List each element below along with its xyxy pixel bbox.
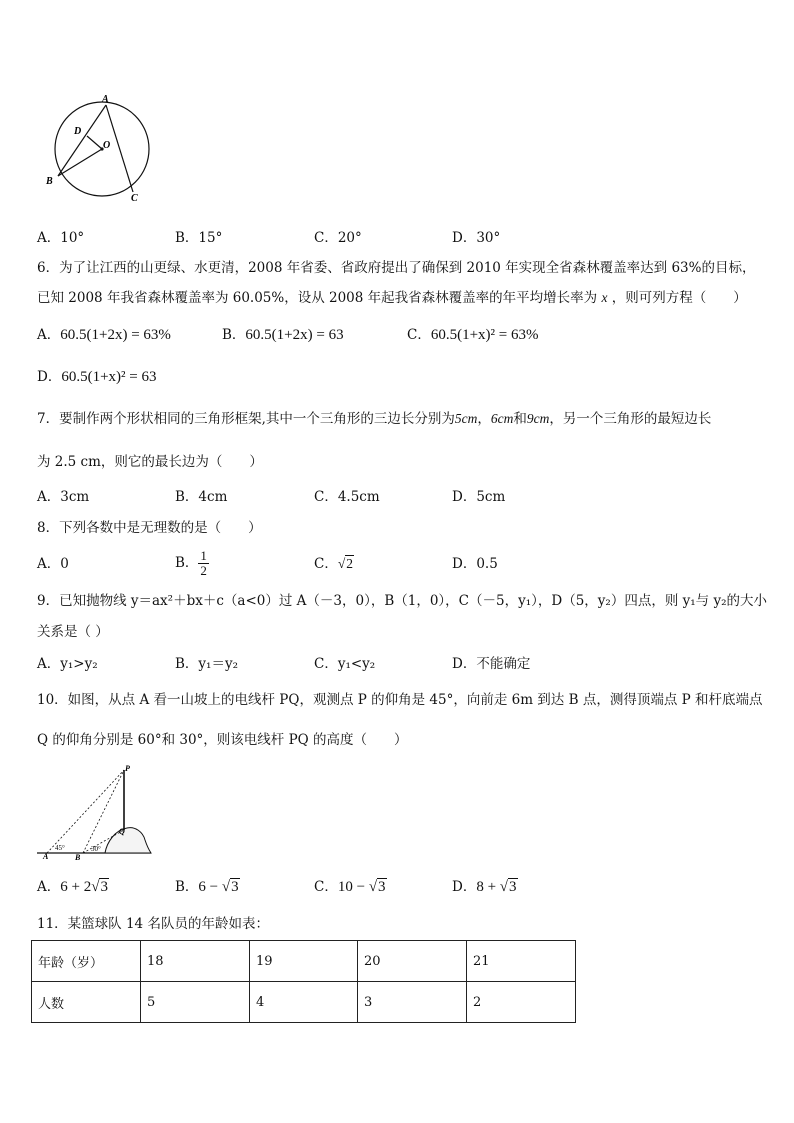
q10-option-a-sqrt: √3 [91,879,108,895]
q6-stem-end: ，则可列方程（ ） [611,290,747,306]
q6-stem-line1: 6．为了让江西的山更绿、水更清，2008 年省委、省政府提出了确保到 2010 年实现全省森林覆盖率达到 63%的目标， [37,260,756,276]
table-cell: 18 [141,941,250,982]
q6-option-d-label: D． [37,369,62,385]
q10-option-c-radicand: 3 [378,879,386,895]
q6-option-d-expr: 60.5(1+x)² = 63 [61,369,157,385]
q7-stem-line2: 为 2.5 cm，则它的最长边为（ ） [37,454,263,470]
q9-stem-line1: 9．已知抛物线 y＝ax²＋bx＋c（a<0）过 A（－3，0），B（1，0），C（－5，y₁），D（5，y₂）四点，则 y₁与 y₂的大小 [37,593,767,609]
q7-separator: ， [477,411,491,427]
table-cell: 5 [141,982,250,1023]
q9-stem-line2: 关系是（ ） [37,624,109,640]
q5-option-b: B．15° [175,230,223,246]
pole-figure [35,762,155,862]
q6-option-a [37,326,171,344]
q9-option-c: C．y₁<y₂ [314,656,376,672]
q10-option-c [314,878,387,896]
q8-sqrt-radicand: 2 [346,556,354,571]
q7-and: 和 [513,411,527,427]
q10-option-b-label: B． [175,879,199,895]
q6-option-c [407,326,539,344]
q10-option-b-sqrt: √3 [221,879,239,895]
table-row [32,982,576,1023]
table-cell: 人数 [32,982,141,1023]
q8-fraction-numerator: 1 [200,548,207,563]
label-b: B [46,176,53,187]
segment-do [87,136,102,149]
angle-45-label: 45° [55,844,65,852]
q8-option-d: D．0.5 [452,556,498,572]
q10-option-d-pre: 8 + [476,879,500,895]
q10-option-d-label: D． [452,879,477,895]
q8-fraction-denominator: 2 [200,563,207,578]
q8-option-c-label: C． [314,556,338,572]
q10-option-b-pre: 6 − [198,879,222,895]
q9-option-b: B．y₁＝y₂ [175,656,238,672]
q10-option-c-label: C． [314,879,338,895]
q6-option-a-label: A． [37,327,61,343]
table-cell: 3 [358,982,467,1023]
q10-option-a [37,878,109,896]
q9-option-d: D．不能确定 [452,656,531,672]
table-cell: 4 [250,982,358,1023]
q10-option-b [175,878,240,896]
q10-option-a-label: A． [37,879,61,895]
label-d: D [74,126,82,137]
table-cell: 19 [250,941,358,982]
q10-option-a-radicand: 3 [100,879,108,895]
segment-bo [58,149,102,176]
q10-option-d-sqrt: √3 [499,879,517,895]
table-cell: 2 [467,982,576,1023]
q5-option-a: A．10° [37,230,85,246]
q8-fraction [198,549,209,578]
label-o: O [103,140,111,151]
q5-option-d: D．30° [452,230,501,246]
q11-stem: 11．某篮球队 14 名队员的年龄如表： [37,916,269,932]
q9-option-a: A．y₁>y₂ [37,656,98,672]
table-cell: 21 [467,941,576,982]
q6-option-a-expr: 60.5(1+2x) = 63% [60,327,171,343]
q6-option-b-expr: 60.5(1+2x) = 63 [245,327,344,343]
q7-stem-line1 [37,410,711,428]
q7-length-1: 5cm [454,411,478,426]
q7-option-b: B．4cm [175,489,228,505]
table-cell: 20 [358,941,467,982]
label-a: A [102,94,109,105]
q6-option-c-label: C． [407,327,431,343]
q8-option-b [175,546,209,580]
label-p: P [125,764,130,773]
q8-sqrt: √2 [337,556,354,571]
q7-stem-end: ，另一个三角形的最短边长 [549,411,712,427]
age-table [31,940,576,1023]
q10-option-c-sqrt: √3 [368,879,386,895]
q10-option-d-radicand: 3 [509,879,517,895]
angle-30-label: 30° [91,845,101,853]
q8-option-c [314,555,354,573]
q10-option-d [452,878,518,896]
q6-stem-text: 已知 2008 年我省森林覆盖率为 60.05%，设从 2008 年起我省森林覆盖率的年平均增长率为 [37,290,598,306]
q5-option-c: C．20° [314,230,362,246]
circle-figure [38,92,156,204]
table-row [32,941,576,982]
q7-length-3: 9cm [526,411,550,426]
label-q: Q [119,827,125,836]
label-c: C [131,193,138,204]
q10-stem-line2: Q 的仰角分别是 60°和 30°，则该电线杆 PQ 的高度（ ） [37,732,408,748]
table-cell: 年龄（岁） [32,941,141,982]
q6-option-b [222,326,344,344]
q7-option-d: D．5cm [452,489,506,505]
q7-length-2: 6cm [490,411,514,426]
q8-option-a: A．0 [37,556,69,572]
q7-option-c: C．4.5cm [314,489,380,505]
q7-stem-text: 7．要制作两个形状相同的三角形框架,其中一个三角形的三边长分别为 [37,411,455,427]
q8-stem: 8．下列各数中是无理数的是（ ） [37,520,262,536]
q7-option-a: A．3cm [37,489,90,505]
q6-stem-line2 [37,289,747,307]
q8-option-b-label: B． [175,555,199,571]
q10-option-b-radicand: 3 [231,879,239,895]
q6-option-d [37,368,156,386]
label-a-pole: A [43,852,49,861]
q6-option-c-expr: 60.5(1+x)² = 63% [430,327,539,343]
chord-ab [58,105,106,176]
q10-stem-line1: 10．如图，从点 A 看一山坡上的电线杆 PQ，观测点 P 的仰角是 45°，向前走 6m 到达 B 点，测得顶端点 P 和杆底端点 [37,692,763,708]
q6-variable: x [601,290,608,305]
q10-option-a-pre: 6 + 2 [60,879,92,895]
q6-option-b-label: B． [222,327,246,343]
q10-option-c-pre: 10 − [337,879,369,895]
label-b-pole: B [75,853,81,862]
hill-shape [105,828,151,853]
